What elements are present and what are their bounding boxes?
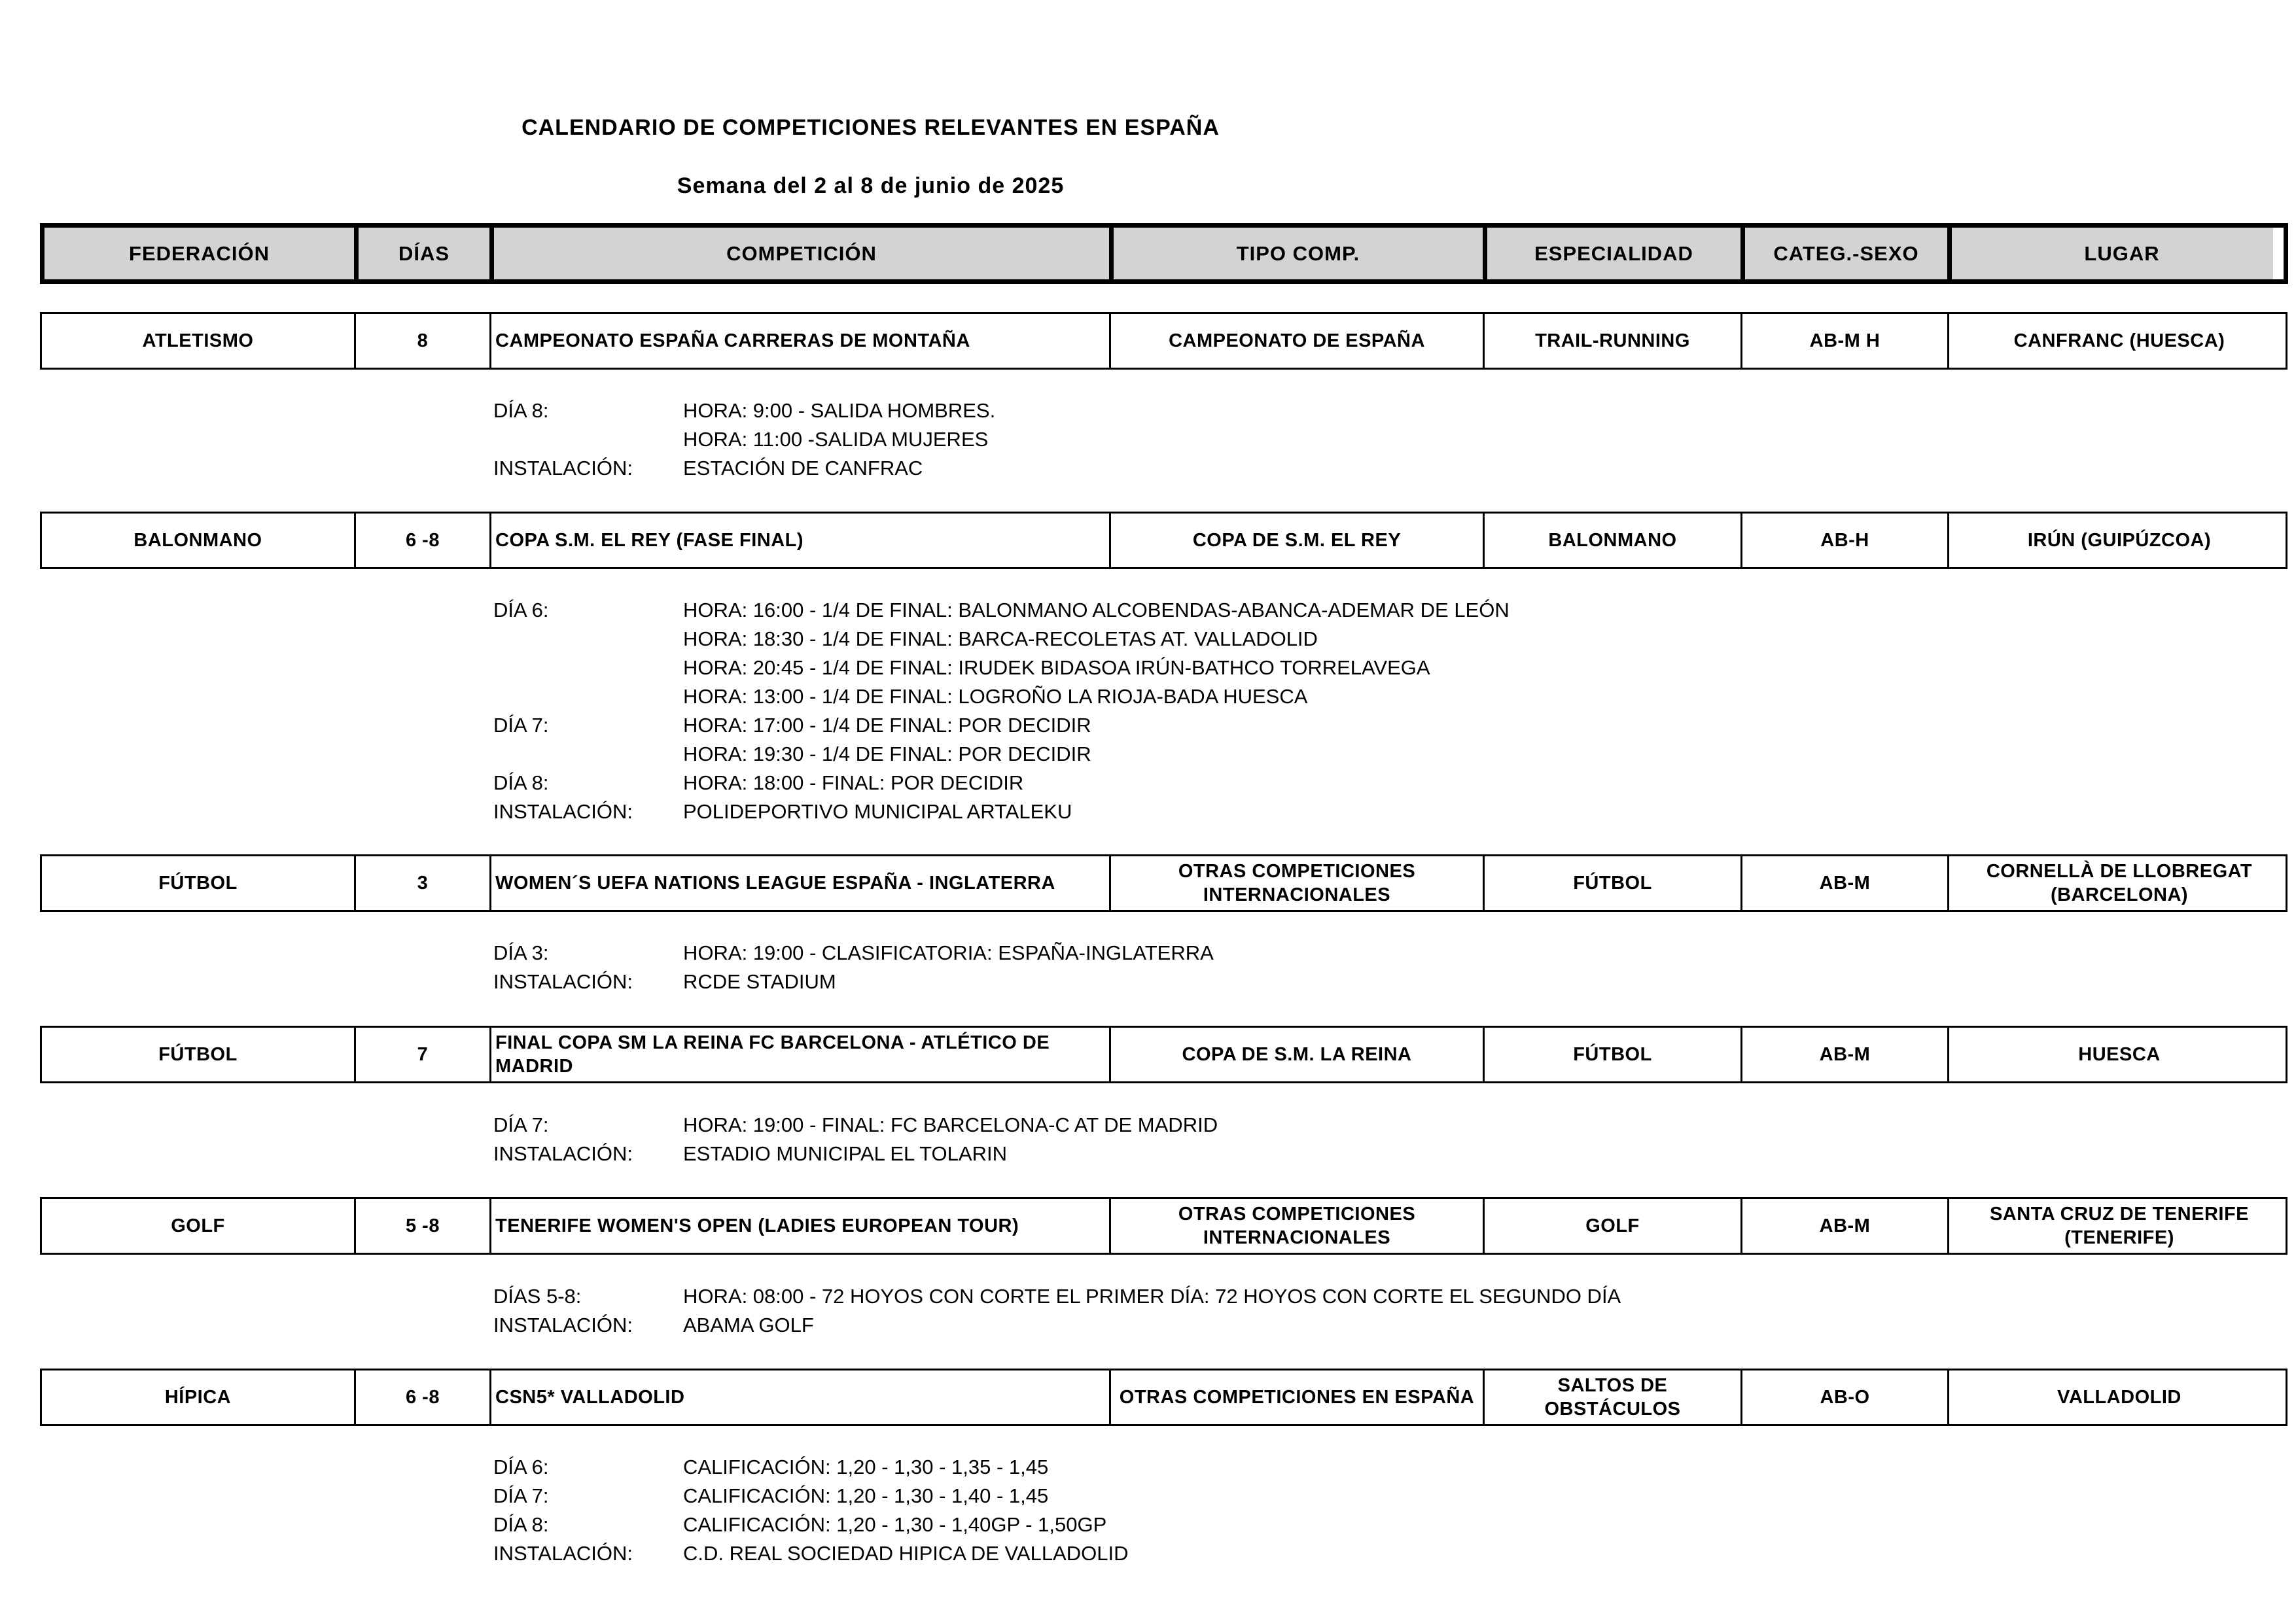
cell-tipo: CAMPEONATO DE ESPAÑA xyxy=(1111,314,1485,368)
cell-especialidad: FÚTBOL xyxy=(1485,856,1742,910)
cell-dias: 6 -8 xyxy=(356,1370,491,1424)
cell-categ: AB-M xyxy=(1742,1199,1949,1253)
cell-federacion: FÚTBOL xyxy=(42,856,356,910)
detail-label: INSTALACIÓN: xyxy=(493,970,633,993)
header-lugar: LUGAR xyxy=(2084,241,2160,265)
detail-value: HORA: 19:00 - CLASIFICATORIA: ESPAÑA-INGLATERRA xyxy=(683,941,1214,964)
detail-value: C.D. REAL SOCIEDAD HIPICA DE VALLADOLID xyxy=(683,1542,1129,1565)
detail-value: CALIFICACIÓN: 1,20 - 1,30 - 1,35 - 1,45 xyxy=(683,1456,1049,1478)
table-header xyxy=(40,223,2288,284)
cell-competicion: WOMEN´S UEFA NATIONS LEAGUE ESPAÑA - INGLATERRA xyxy=(491,856,1111,910)
detail-label: DÍA 8: xyxy=(493,399,549,422)
detail-value: HORA: 19:00 - FINAL: FC BARCELONA-C AT DE MADRID xyxy=(683,1113,1218,1136)
detail-label: DÍA 7: xyxy=(493,1484,549,1507)
detail-label: INSTALACIÓN: xyxy=(493,800,633,823)
detail-value: ESTADIO MUNICIPAL EL TOLARIN xyxy=(683,1142,1007,1165)
cell-federacion: ATLETISMO xyxy=(42,314,356,368)
cell-categ: AB-M H xyxy=(1742,314,1949,368)
detail-value: ESTACIÓN DE CANFRAC xyxy=(683,457,923,480)
cell-especialidad: GOLF xyxy=(1485,1199,1742,1253)
detail-value: HORA: 9:00 - SALIDA HOMBRES. xyxy=(683,399,996,422)
cell-competicion: COPA S.M. EL REY (FASE FINAL) xyxy=(491,514,1111,567)
cell-lugar: VALLADOLID xyxy=(2057,1387,2181,1408)
cell-tipo: OTRAS COMPETICIONES EN ESPAÑA xyxy=(1111,1370,1485,1424)
cell-tipo: COPA DE S.M. LA REINA xyxy=(1111,1028,1485,1081)
detail-value: HORA: 17:00 - 1/4 DE FINAL: POR DECIDIR xyxy=(683,714,1091,737)
cell-dias: 7 xyxy=(356,1028,491,1081)
detail-label: DÍA 6: xyxy=(493,599,549,621)
cell-competicion: CSN5* VALLADOLID xyxy=(491,1370,1111,1424)
cell-lugar: IRÚN (GUIPÚZCOA) xyxy=(2027,530,2212,551)
page-title: CALENDARIO DE COMPETICIONES RELEVANTES EN ESPAÑA xyxy=(521,115,1220,140)
cell-federacion: HÍPICA xyxy=(42,1370,356,1424)
detail-label: INSTALACIÓN: xyxy=(493,1542,633,1565)
cell-tipo: COPA DE S.M. EL REY xyxy=(1111,514,1485,567)
cell-lugar: CORNELLÀ DE LLOBREGAT (BARCELONA) xyxy=(1986,861,2253,905)
detail-label: DÍA 3: xyxy=(493,941,549,964)
header-federacion: FEDERACIÓN xyxy=(44,228,359,279)
detail-label: DÍA 7: xyxy=(493,714,549,737)
detail-label: INSTALACIÓN: xyxy=(493,457,633,480)
detail-value: CALIFICACIÓN: 1,20 - 1,30 - 1,40 - 1,45 xyxy=(683,1484,1049,1507)
detail-label: DÍA 7: xyxy=(493,1113,549,1136)
page-subtitle: Semana del 2 al 8 de junio de 2025 xyxy=(677,173,1065,198)
competition-row xyxy=(40,1026,2287,1083)
detail-value: HORA: 11:00 -SALIDA MUJERES xyxy=(683,428,989,451)
header-especialidad: ESPECIALIDAD xyxy=(1487,228,1745,279)
detail-value: HORA: 13:00 - 1/4 DE FINAL: LOGROÑO LA RIOJA-BADA HUESCA xyxy=(683,685,1308,708)
cell-federacion: BALONMANO xyxy=(42,514,356,567)
cell-tipo: OTRAS COMPETICIONES INTERNACIONALES xyxy=(1111,856,1485,910)
cell-competicion: CAMPEONATO ESPAÑA CARRERAS DE MONTAÑA xyxy=(491,314,1111,368)
detail-label: DÍA 8: xyxy=(493,1513,549,1536)
header-edge xyxy=(2273,228,2284,279)
header-tipo: TIPO COMP. xyxy=(1114,228,1487,279)
cell-especialidad: FÚTBOL xyxy=(1485,1028,1742,1081)
competition-row xyxy=(40,1369,2287,1426)
detail-label: INSTALACIÓN: xyxy=(493,1142,633,1165)
cell-dias: 6 -8 xyxy=(356,514,491,567)
header-categ: CATEG.-SEXO xyxy=(1745,228,1952,279)
detail-label: DÍA 8: xyxy=(493,771,549,794)
detail-value: CALIFICACIÓN: 1,20 - 1,30 - 1,40GP - 1,50GP xyxy=(683,1513,1107,1536)
header-competicion: COMPETICIÓN xyxy=(494,228,1114,279)
cell-especialidad: TRAIL-RUNNING xyxy=(1485,314,1742,368)
cell-dias: 5 -8 xyxy=(356,1199,491,1253)
detail-value: HORA: 18:30 - 1/4 DE FINAL: BARCA-RECOLETAS AT. VALLADOLID xyxy=(683,627,1318,650)
detail-label: DÍA 6: xyxy=(493,1456,549,1478)
detail-value: HORA: 19:30 - 1/4 DE FINAL: POR DECIDIR xyxy=(683,742,1091,765)
competition-row xyxy=(40,854,2287,912)
cell-tipo: OTRAS COMPETICIONES INTERNACIONALES xyxy=(1111,1199,1485,1253)
cell-especialidad: BALONMANO xyxy=(1485,514,1742,567)
cell-lugar: HUESCA xyxy=(2078,1044,2161,1065)
detail-value: HORA: 08:00 - 72 HOYOS CON CORTE EL PRIMER DÍA: 72 HOYOS CON CORTE EL SEGUNDO DÍA xyxy=(683,1285,1621,1308)
detail-value: HORA: 18:00 - FINAL: POR DECIDIR xyxy=(683,771,1024,794)
detail-value: ABAMA GOLF xyxy=(683,1314,814,1336)
cell-lugar: CANFRANC (HUESCA) xyxy=(2013,330,2225,351)
cell-categ: AB-M xyxy=(1742,856,1949,910)
detail-value: POLIDEPORTIVO MUNICIPAL ARTALEKU xyxy=(683,800,1072,823)
cell-competicion: FINAL COPA SM LA REINA FC BARCELONA - ATLÉTICO DE MADRID xyxy=(491,1028,1111,1081)
detail-label: DÍAS 5-8: xyxy=(493,1285,582,1308)
competition-row xyxy=(40,312,2287,370)
detail-label: INSTALACIÓN: xyxy=(493,1314,633,1336)
detail-value: HORA: 20:45 - 1/4 DE FINAL: IRUDEK BIDASOA IRÚN-BATHCO TORRELAVEGA xyxy=(683,656,1430,679)
cell-lugar: SANTA CRUZ DE TENERIFE (TENERIFE) xyxy=(1989,1204,2250,1248)
cell-dias: 3 xyxy=(356,856,491,910)
cell-competicion: TENERIFE WOMEN'S OPEN (LADIES EUROPEAN TOUR) xyxy=(491,1199,1111,1253)
cell-federacion: FÚTBOL xyxy=(42,1028,356,1081)
competition-row xyxy=(40,1197,2287,1255)
detail-value: RCDE STADIUM xyxy=(683,970,836,993)
cell-especialidad: SALTOS DE OBSTÁCULOS xyxy=(1485,1370,1742,1424)
competition-row xyxy=(40,512,2287,569)
header-dias: DÍAS xyxy=(359,228,494,279)
cell-dias: 8 xyxy=(356,314,491,368)
cell-categ: AB-O xyxy=(1742,1370,1949,1424)
cell-categ: AB-M xyxy=(1742,1028,1949,1081)
detail-value: HORA: 16:00 - 1/4 DE FINAL: BALONMANO ALCOBENDAS-ABANCA-ADEMAR DE LEÓN xyxy=(683,599,1510,621)
cell-categ: AB-H xyxy=(1742,514,1949,567)
cell-federacion: GOLF xyxy=(42,1199,356,1253)
